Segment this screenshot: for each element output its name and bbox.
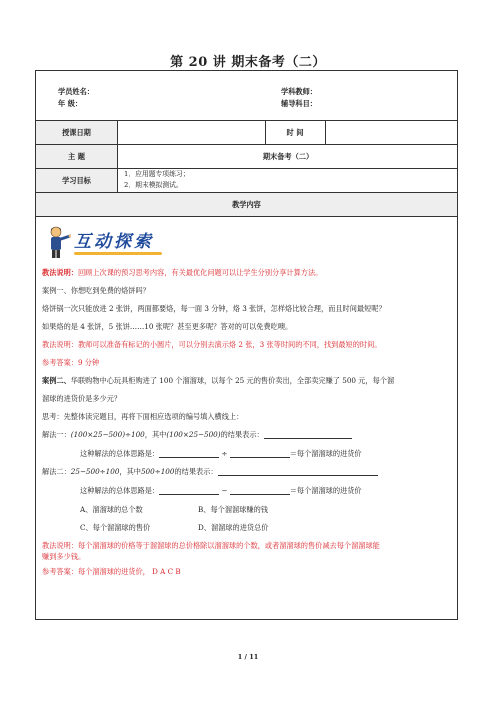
row-divider — [36, 168, 457, 169]
lesson-table — [35, 70, 458, 620]
option-c: C、每个溜溜球的售价 — [80, 523, 151, 532]
solution-two: 解法二：25−500÷100，其中500÷100的结果表示： — [42, 467, 378, 476]
person-pointing-icon — [45, 225, 71, 259]
row-divider — [36, 192, 457, 193]
topic-value: 期末备考（二） — [262, 152, 314, 161]
grade-label: 年 级： — [58, 99, 83, 108]
solution-one: 解法一：(100×25−500)÷100，其中(100×25−500)的结果表示： — [42, 430, 352, 439]
reference-answer: 参考答案：每个溜溜球的进货价， D A C B — [42, 567, 181, 576]
date-label: 授课日期 — [62, 128, 91, 137]
teaching-note: 教法说明：教师可以准备有标记的小圆片，可以分别去演示烙 2 张，3 张等时间的不同，找到最短的时间。 — [42, 340, 382, 349]
case-one-text: 如果烙的是 4 张饼，5 张饼……10 张呢？甚至更多呢？答对的可以免费吃噢。 — [42, 322, 293, 331]
option-b: B、每个溜溜球赚的钱 — [198, 505, 268, 514]
banner-title: 互动探索 — [74, 232, 154, 252]
column-divider — [325, 120, 326, 144]
option-d: D、溜溜球的进货总价 — [198, 523, 269, 532]
teaching-note: 教法说明：每个溜溜球的价格等于溜溜球的总价格除以溜溜球的个数，或者溜溜球的售价减去每个溜溜球能 — [42, 541, 380, 550]
case-one-text: 烙饼锅一次只能放进 2 张饼，两面都要烙，每一面 3 分钟，烙 3 张饼，怎样烙比较合理，而且时间最短呢？ — [42, 304, 386, 313]
topic-label: 主 题 — [68, 152, 85, 161]
goal-label: 学习目标 — [62, 176, 91, 185]
content-header: 教学内容 — [232, 200, 261, 209]
answer-blank[interactable] — [264, 431, 352, 439]
time-label: 时 间 — [286, 128, 304, 137]
answer-blank[interactable] — [159, 450, 219, 458]
page-number: 1 / 11 — [237, 653, 259, 661]
goal-item: 1．应用题专项练习； — [124, 170, 190, 178]
answer-blank[interactable] — [159, 487, 219, 495]
case-two-text: 案例二、华联购物中心玩具柜购进了 100 个溜溜球，以每个 25 元的售价卖出，全部卖完赚了 500 元，每个溜 — [42, 376, 395, 385]
answer-blank[interactable] — [230, 487, 290, 495]
solution-one-idea: 这种解法的总体思路是： ÷ ＝每个溜溜球的进货价 — [80, 449, 362, 458]
case-two-text: 溜球的进货价是多少元？ — [42, 394, 122, 403]
think-prompt: 思考：先整体读完题目，再将下面相应选项的编号填入横线上： — [42, 412, 244, 421]
row-divider — [36, 216, 457, 217]
teaching-note: 赚到多少钱。 — [42, 552, 86, 561]
solution-two-idea: 这种解法的总体思路是： − ＝每个溜溜球的进货价 — [80, 486, 362, 495]
teaching-note: 教法说明：回顾上次课的预习思考内容，有关最优化问题可以让学生分别分享计算方法。 — [42, 268, 323, 277]
subject-label: 辅导科目： — [281, 99, 317, 108]
answer-blank[interactable] — [230, 450, 290, 458]
teacher-label: 学科教师： — [281, 87, 317, 96]
option-a: A、溜溜球的总个数 — [80, 505, 143, 514]
case-one-title: 案例一、你想吃到免费的烙饼吗？ — [42, 286, 150, 295]
student-name-label: 学员姓名： — [58, 87, 94, 96]
goal-item: 2．期末模拟测试。 — [124, 181, 183, 189]
reference-answer: 参考答案：9 分钟 — [42, 358, 100, 367]
page-title: 第 20 讲 期末备考（二） — [170, 55, 326, 70]
answer-blank[interactable] — [218, 468, 378, 476]
row-divider — [36, 144, 457, 145]
row-divider — [36, 120, 457, 121]
